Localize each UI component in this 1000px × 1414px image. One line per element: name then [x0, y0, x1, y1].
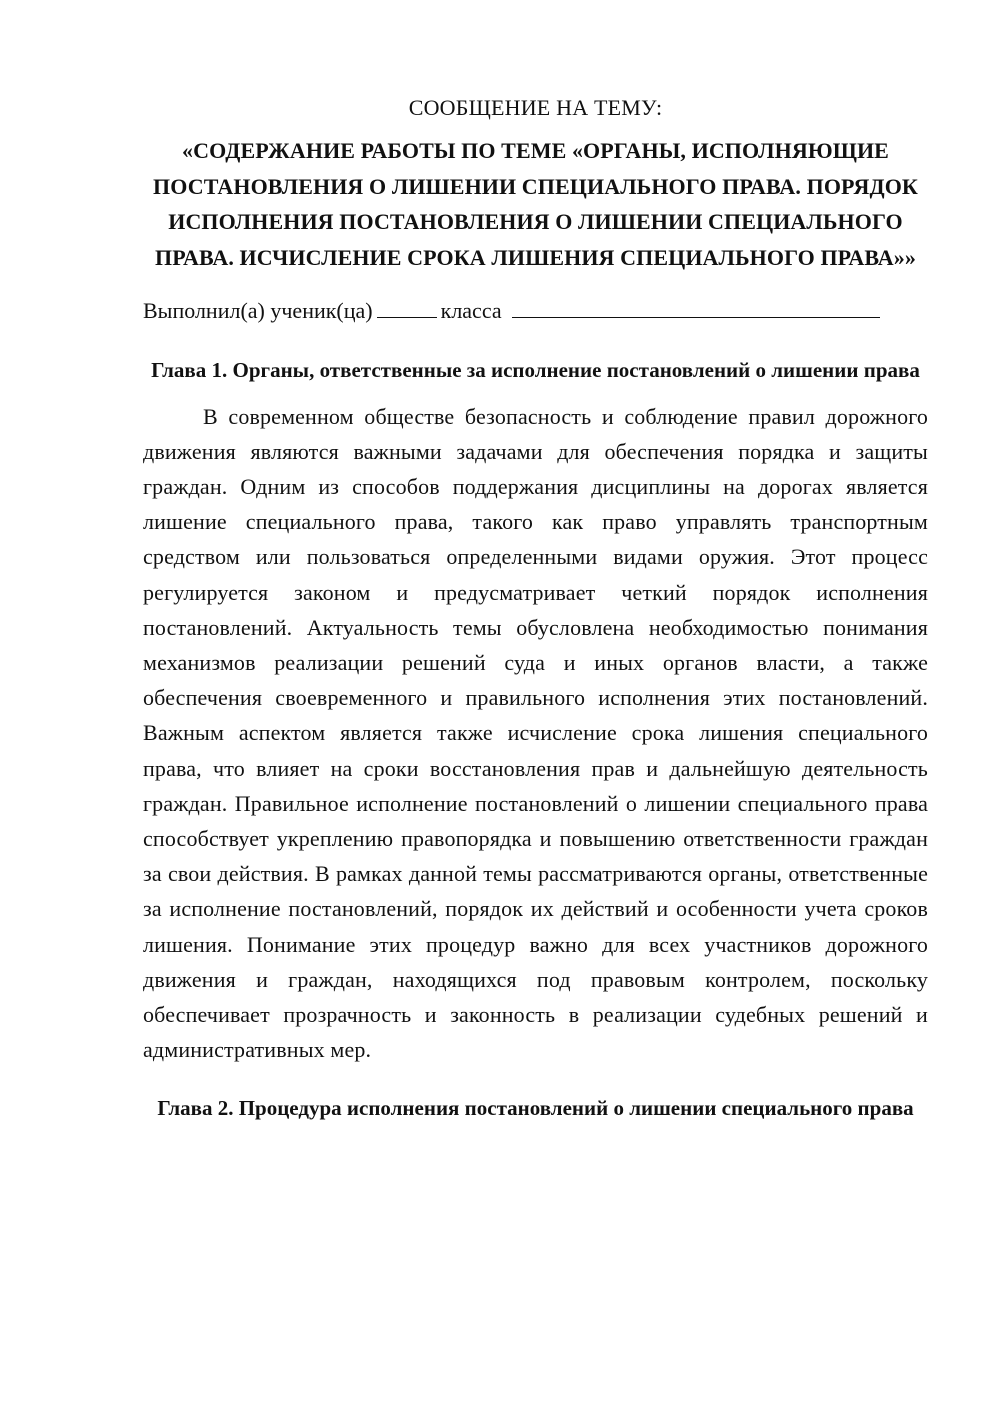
signature-prefix: Выполнил(а) ученик(ца) — [143, 298, 373, 323]
document-label: СООБЩЕНИЕ НА ТЕМУ: — [408, 95, 663, 120]
signature-line — [143, 293, 928, 327]
student-name-blank — [512, 293, 880, 318]
document-page — [143, 92, 928, 1137]
chapter-1-heading: Глава 1. Органы, ответственные за исполнение постановлений о лишении права — [151, 358, 920, 382]
document-title: «СОДЕРЖАНИЕ РАБОТЫ ПО ТЕМЕ «ОРГАНЫ, ИСПОЛНЯЮЩИЕ ПОСТАНОВЛЕНИЯ О ЛИШЕНИИ СПЕЦИАЛЬНОГО ПРАВА. ПОРЯДОК ИСПОЛНЕНИЯ ПОСТАНОВЛЕНИЯ О ЛИШЕНИИ СПЕЦИАЛЬНОГО ПРАВА. ИСЧИСЛЕНИЕ СРОКА ЛИШЕНИЯ СПЕЦИАЛЬНОГО ПРАВА»» — [153, 138, 918, 270]
signature-middle: класса — [440, 298, 502, 323]
class-number-blank — [377, 293, 437, 318]
chapter-2-heading: Глава 2. Процедура исполнения постановлений о лишении специального права — [157, 1096, 914, 1121]
chapter-1-paragraph: В современном обществе безопасность и соблюдение правил дорожного движения являются важными задачами для обеспечения порядка и защиты граждан. Одним из способов поддержания дисциплины на дорогах является лишение специального права, такого как право управлять транспортным средством или пользоваться определенными видами оружия. Этот процесс регулируется законом и предусматривает четкий порядок исполнения постановлений. Актуальность темы обусловлена необходимостью понимания механизмов реализации решений суда и иных органов власти, а также обеспечения своевременного и правильного исполнения этих постановлений. Важным аспектом является также исчисление срока лишения специального права, что влияет на сроки восстановления прав и дальнейшую деятельность граждан. Правильное исполнение постановлений о лишении специального права способствует укреплению правопорядка и повышению ответственности граждан за свои действия. В рамках данной темы рассматриваются органы, ответственные за исполнение постановлений, порядок их действий и особенности учета сроков лишения. Понимание этих процедур важно для всех участников дорожного движения и граждан, находящихся под правовым контролем, поскольку обеспечивает прозрачность и законность в реализации судебных решений и административных мер. — [143, 403, 928, 1063]
